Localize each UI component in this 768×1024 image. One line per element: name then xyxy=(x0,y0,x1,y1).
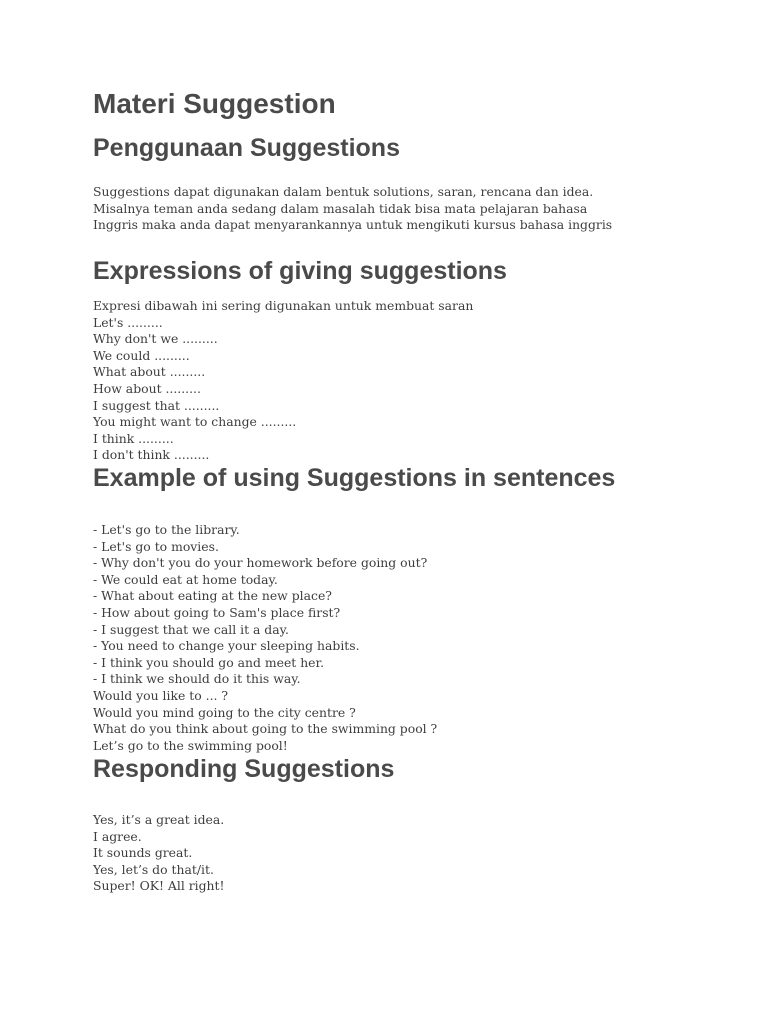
paragraph-line: Inggris maka anda dapat menyarankannya untuk mengikuti kursus bahasa inggris xyxy=(93,217,613,233)
list-item: Would you like to ... ? xyxy=(93,687,229,703)
list-item: How about ......... xyxy=(93,380,201,396)
list-item: - I suggest that we call it a day. xyxy=(93,621,289,637)
list-item: - What about eating at the new place? xyxy=(93,588,332,604)
list-item: Yes, let’s do that/it. xyxy=(93,861,214,877)
page-title: Materi Suggestion xyxy=(93,88,336,119)
paragraph-line: Misalnya teman anda sedang dalam masalah tidak bisa mata pelajaran bahasa xyxy=(93,200,588,216)
list-item: I agree. xyxy=(93,828,142,844)
list-item: We could ......... xyxy=(93,347,190,363)
list-item: Super! OK! All right! xyxy=(93,878,225,894)
heading-penggunaan: Penggunaan Suggestions xyxy=(93,134,400,162)
list-item: - Why don't you do your homework before going out? xyxy=(93,555,428,571)
list-item: I suggest that ......... xyxy=(93,397,220,413)
list-expressions xyxy=(93,298,473,464)
list-item: Why don't we ......... xyxy=(93,331,218,347)
list-item: - How about going to Sam's place first? xyxy=(93,604,341,620)
list-item: - I think you should go and meet her. xyxy=(93,654,325,670)
list-item: Yes, it’s a great idea. xyxy=(93,812,225,827)
list-item: Expresi dibawah ini sering digunakan untuk membuat saran xyxy=(93,298,474,313)
list-item: - Let's go to movies. xyxy=(93,538,219,554)
heading-responding: Responding Suggestions xyxy=(93,755,395,783)
list-item: - Let's go to the library. xyxy=(93,522,240,537)
list-item: - You need to change your sleeping habits. xyxy=(93,638,360,654)
paragraph-line: Suggestions dapat digunakan dalam bentuk solutions, saran, rencana dan idea. xyxy=(93,184,594,199)
paragraph-penggunaan xyxy=(93,184,612,234)
list-examples xyxy=(93,522,437,754)
list-item: What do you think about going to the swimming pool ? xyxy=(93,721,438,737)
list-item: What about ......... xyxy=(93,364,206,380)
list-item: I don't think ......... xyxy=(93,447,210,463)
list-item: It sounds great. xyxy=(93,845,193,861)
list-responses xyxy=(93,812,224,895)
list-item: - I think we should do it this way. xyxy=(93,671,301,687)
heading-expressions: Expressions of giving suggestions xyxy=(93,257,507,285)
heading-examples: Example of using Suggestions in sentences xyxy=(93,464,616,492)
list-item: Would you mind going to the city centre ? xyxy=(93,704,356,720)
list-item: I think ......... xyxy=(93,430,174,446)
list-item: Let's ......... xyxy=(93,314,163,330)
list-item: You might want to change ......... xyxy=(93,414,297,430)
list-item: Let’s go to the swimming pool! xyxy=(93,737,288,753)
list-item: - We could eat at home today. xyxy=(93,571,278,587)
